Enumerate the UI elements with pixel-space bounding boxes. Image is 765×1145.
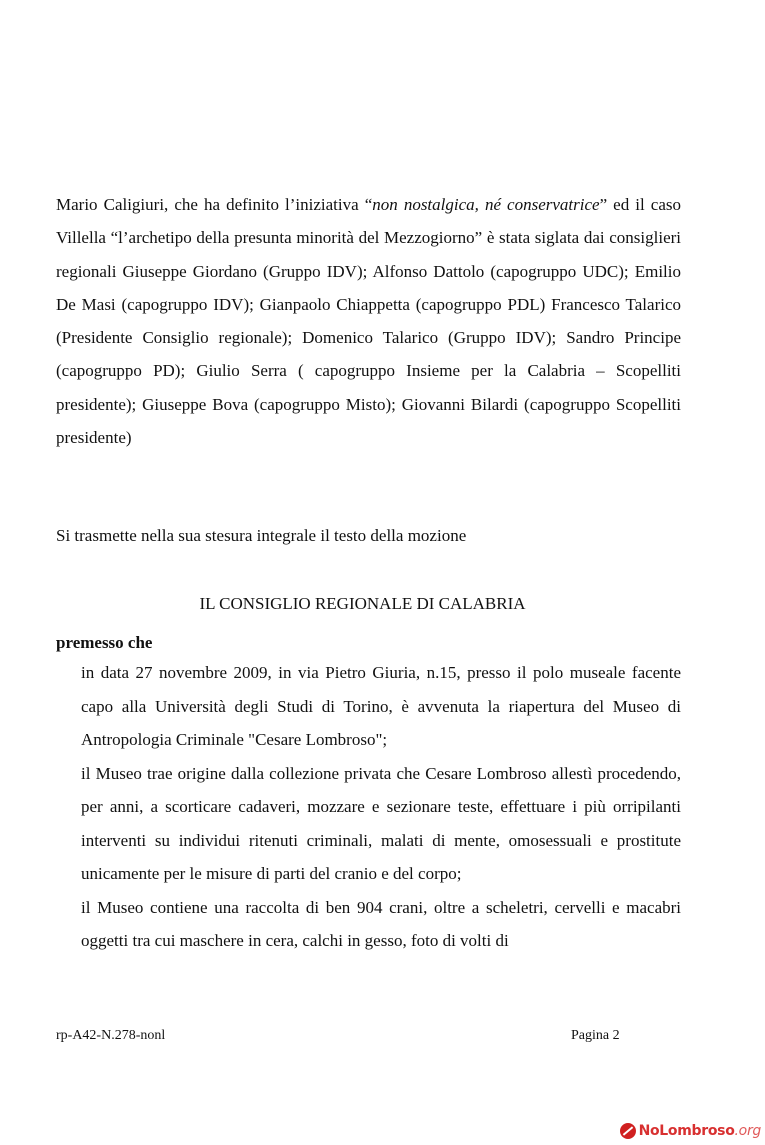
watermark-logo: [620, 1123, 761, 1139]
intro-paragraph: [56, 188, 681, 454]
intro-text-rest: ” ed il caso Villella “l’archetipo della presunta minorità del Mezzogiorno” è stata siglata dai consiglieri regionali Giuseppe Giordano (Gruppo IDV); Alfonso Dattolo (capogruppo UDC); Emilio De Masi (capogruppo IDV); Gianpaolo Chiappetta (capogruppo PDL) Francesco Talarico (Presidente Consiglio regionale); Domenico Talarico (Gruppo IDV); Sandro Principe (capogruppo PD); Giulio Serra ( capogruppo Insieme per la Calabria – Scopelliti presidente); Giuseppe Bova (capogruppo Misto); Giovanni Bilardi (capogruppo Scopelliti presidente): [56, 195, 681, 448]
premesso-label: premesso che: [56, 633, 153, 652]
footer-doc-id: rp-A42-N.278-nonl: [56, 1028, 166, 1043]
list-item: in data 27 novembre 2009, in via Pietro Giuria, n.15, presso il polo museale facente capo alla Università degli Studi di Torino, è avvenuta la riapertura del Museo di Antropologia Criminale "Cesare Lombroso";: [81, 663, 681, 749]
list-item: il Museo contiene una raccolta di ben 904 crani, oltre a scheletri, cervelli e macabri oggetti tra cui maschere in cera, calchi in gesso, foto di volti di: [81, 897, 681, 950]
premesso-list: [81, 656, 681, 958]
watermark-brand: NoLombroso: [638, 1123, 735, 1139]
watermark-tld: .org: [734, 1123, 761, 1139]
intro-text-start: Mario Caligiuri, che ha definito l’iniziativa “: [56, 195, 373, 214]
watermark-text: [639, 1123, 761, 1139]
no-sign-icon: [620, 1123, 636, 1139]
footer-page-number: Pagina 2: [571, 1028, 620, 1043]
intro-quote: non nostalgica, né conservatrice: [372, 195, 600, 214]
motion-heading: IL CONSIGLIO REGIONALE DI CALABRIA: [199, 594, 526, 613]
list-item: il Museo trae origine dalla collezione privata che Cesare Lombroso allestì procedendo, per anni, a scorticare cadaveri, mozzare e sezionare teste, effettuare i più orripilanti interventi su individui ritenuti criminali, malati di mente, omosessuali e prostitute unicamente per le misure di parti del cranio e del corpo;: [81, 763, 681, 883]
transmit-line: Si trasmette nella sua stesura integrale il testo della mozione: [56, 526, 467, 545]
